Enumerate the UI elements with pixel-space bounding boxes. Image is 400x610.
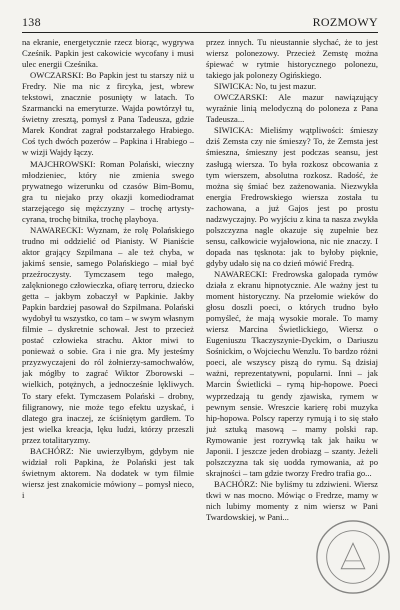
paragraph-text: Roman Polański, wieczny młodzieniec, który nie zmienia swego prywatnego wizerunku od czasów Bim-Bomu, gra tu niejako przy okazji komediodramat starzejącego się mężczyzny – trochę artysty-cyrana, trochę bitnika, trochę playboya. — [22, 158, 194, 224]
paragraph — [22, 446, 194, 501]
speaker-name: SIWICKA: — [214, 81, 254, 92]
paragraph — [22, 37, 194, 70]
speaker-name: NAWARECKI: — [30, 224, 84, 235]
paragraph-text: Nie uwierzyłbym, gdybym nie widział roli Papkina, że Polański jest tak świetnym aktorem. Na dodatek w tym filmie wiersz jest znakomicie mówiony – pomysł nieco, i — [22, 445, 194, 500]
paragraph — [206, 269, 378, 479]
page-header — [22, 14, 378, 33]
speaker-name: BACHÓRZ: — [30, 445, 74, 456]
right-column — [206, 37, 378, 604]
paragraph-text: No, tu jest mazur. — [253, 81, 317, 92]
paragraph — [22, 159, 194, 225]
paragraph-text: przez innych. Tu nieustannie słychać, że to jest wiersz polonezowy. Przecież Zemstę można śpiewać w rytmie historycznego polonezu, takiego jak polonezy Ogińskiego. — [206, 37, 378, 81]
paragraph-text: na ekranie, energetycznie rzecz biorąc, wygrywa Cześnik. Papkin jest cakowicie wycofany i musi ulec energii Cześnika. — [22, 37, 194, 70]
paragraph-text: Mieliśmy wątpliwości: śmieszy dziś Zemsta czy nie śmieszy? To, że Zemsta jest śmieszna, śmieszny jest podczas seansu, jest zasługą wiersza. To była rozkosz obcowania z tym wierszem, absolutna rozkosz. Radość, że można się śmiać bez zażenowania. Niezwykła energia Fredrowskiego wiersza została tu zachowana, a już Gajos jest po prostu nadzwyczajny. Po wyjściu z kina ta nasza zwykła polszczyzna nagle okazuje się zupełnie bez sensu, całkowicie wyjałowiona, nic nie znaczy. I dopada nas tęsknota: jak to byłoby pięknie, gdyby udało się na co dzień mówić Fredrą. — [206, 125, 378, 268]
speaker-name: NAWARECKI: — [214, 268, 268, 279]
speaker-name: BACHÓRZ: — [214, 478, 258, 489]
speaker-name: SIWICKA: — [214, 125, 254, 136]
speaker-name: MAJCHROWSKI: — [30, 158, 96, 169]
paragraph-text: Nie byliśmy tu zdziwieni. Wiersz tkwi w nas mocno. Mówiąc o Fredrze, mamy w nich lubimy momenty z nim wiersz w Pani Twardowskiej, w Pani... — [206, 478, 378, 523]
paragraph — [206, 125, 378, 269]
paragraph — [22, 70, 194, 158]
page-number: 138 — [22, 15, 41, 29]
paragraph-text: Ale mazur nawiązujący wyraźnie linią melodyczną do poloneza z Pana Tadeusza... — [206, 92, 378, 125]
paragraph — [206, 81, 378, 92]
left-column — [22, 37, 194, 604]
section-title: ROZMOWY — [312, 15, 378, 29]
paragraph — [206, 37, 378, 81]
paragraph-text: Fredrowska galopada rymów działa z ekranu hipnotycznie. Ale ważny jest tu moment historyczny. Na przełomie wieków do głosu doszli poeci, o których trudno było pomyśleć, że mają wysokie morale. To mamy wiersz Marcina Świetlickiego, Wiersz o Eugeniuszu Tkaczyszynie-Dyckim, o Dariuszu Sośnickim, o Wojciechu Wenzlu. To bardzo różni poeci, ale wszyscy piszą do rymu. Są dzisiaj ważni, reprezentatywni, popularni. Inni – jak Marcin Świetlicki – rymą hip-hopowe. Poeci wyprzedzają tu gendy zjawiska, rymem w pewnym sensie. Wreszcie karierę robi muzyka hip-hopowa. Polscy raperzy rymują i to się stało już sztuką masową – mamy polski rap. Rymowanie jest rozrywką tak jak haiku w Japonii. I jeszcze jeden drobiazg – szanty. Jeżeli polszczyzna tak się uodda rymowania, aż po skrajności – tam gdzie tworzy Fredro trafia go... — [206, 268, 378, 478]
paragraph-text: Wyznam, że rolę Polańskiego trudno mi oddzielić od Pianisty. W Pianiście aktor grający Szpilmana – ale też chyba, w jakimś sensie, samego Polańskiego – miał być przeźroczysty. Tymczasem tego małego, zalęknionego człowieczka, ofiarę terroru, dziecko getta – jakbym zobaczył w Papkinie. Jakby Papkin bardziej pasował do Szpilmana. Polański wydobył tu wszystko, co tam – w swym własnym filmie – dyskretnie schował. Jest to przecież postać człowieka strachu. Aktor miwi to ponieważ o sobie. Gra i nie gra. My jesteśmy przyzwyczajeni do ról żołnierzy-samochwałów, jak mógłby to zagrać Wiktor Zborowski – wielkich, potężnych, a jednocześnie lękliwych. To stary efekt. Tymczasem Polański – drobny, filigranowy, nie może tego efektu uzyskać, i dlatego gra inaczej, ze ściśniętym gardłem. To jest wielka kreacja, lęku ludzi, którzy przeszli przez totalitaryzmy. — [22, 224, 194, 445]
text-columns — [22, 37, 378, 604]
paragraph-text: Bo Papkin jest tu starszy niż u Fredry. Nie ma nic z fircyka, jest, wbrew tekstowi, znacznie posunięty w latach. To Szarmancki na emeryturze. Wajda powtórzył tu, świetny zresztą, pomysł z Pana Tadeusza, gdzie Marek Kondrat zagrał podstarzałego Hrabiego. Coś tych dwóch pozerów – Papkina i Hrabiego – w wizji Wajdy łączy. — [22, 70, 194, 158]
paragraph — [22, 225, 194, 446]
paragraph — [206, 92, 378, 125]
speaker-name: OWCZARSKI: — [30, 70, 84, 81]
paragraph — [206, 479, 378, 523]
speaker-name: OWCZARSKI: — [214, 92, 268, 103]
